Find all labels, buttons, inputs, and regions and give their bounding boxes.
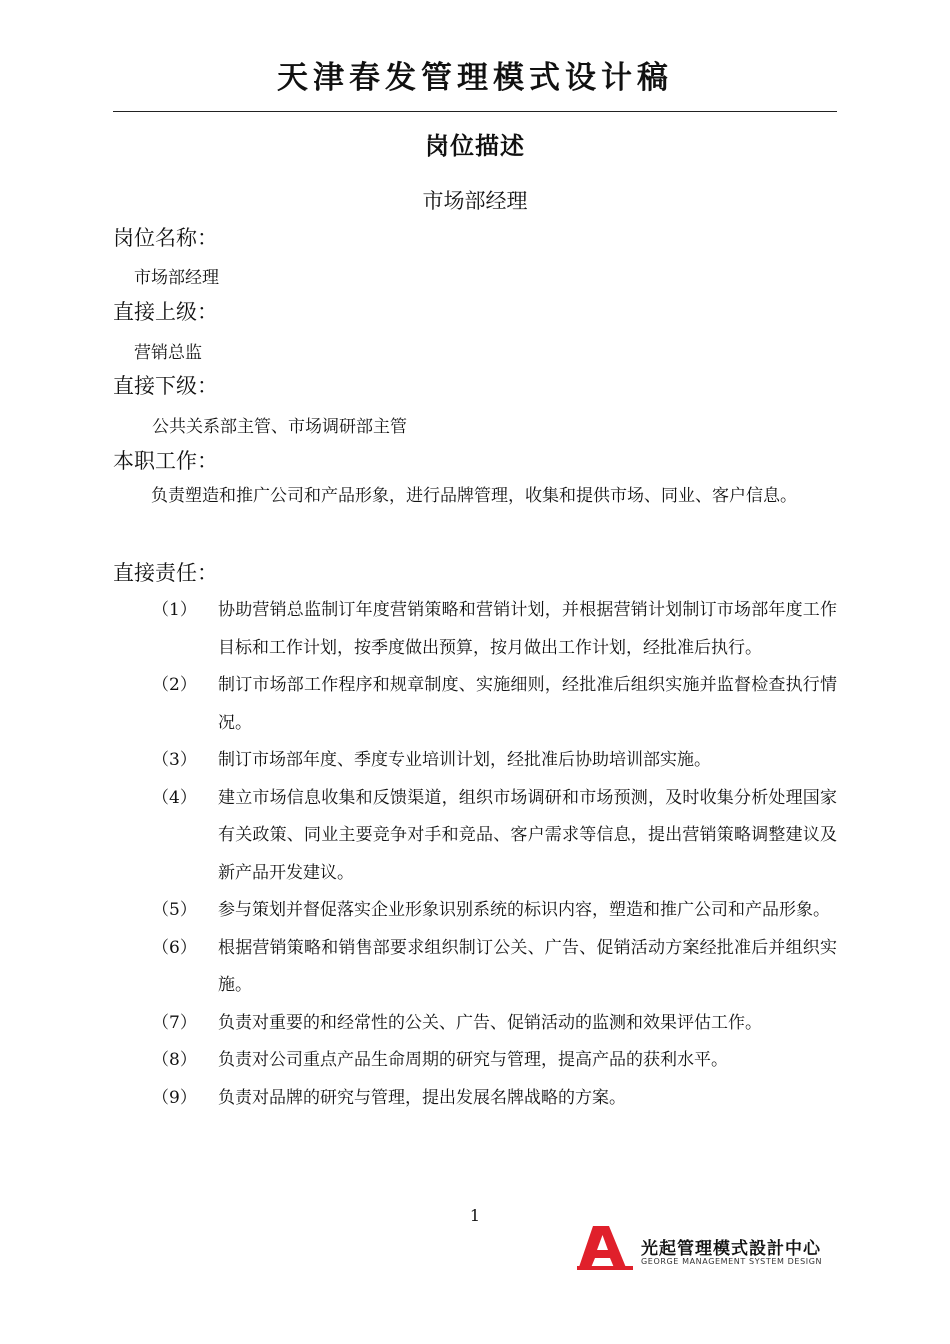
responsibilities-heading: 直接责任： [113, 561, 218, 585]
header-title: 天津春发管理模式设计稿 [277, 60, 673, 96]
responsibility-item [152, 592, 837, 667]
logo-english-name: GEORGE MANAGEMENT SYSTEM DESIGN [641, 1257, 823, 1266]
responsibility-item [152, 892, 837, 930]
responsibility-text: 制订市场部年度、季度专业培训计划，经批准后协助培训部实施。 [218, 750, 711, 770]
responsibility-text: 制订市场部工作程序和规章制度、实施细则，经批准后组织实施并监督检查执行情况。 [218, 675, 837, 733]
responsibilities-list [152, 592, 837, 1117]
responsibility-text: 协助营销总监制订年度营销策略和营销计划，并根据营销计划制订市场部年度工作目标和工作计划，按季度做出预算，按月做出工作计划，经批准后执行。 [218, 600, 837, 658]
responsibility-text: 根据营销策略和销售部要求组织制订公关、广告、促销活动方案经批准后并组织实施。 [218, 937, 837, 995]
page-number: 1 [469, 1206, 481, 1225]
direct-subordinates-heading: 直接下级： [113, 374, 218, 398]
position-title: 市场部经理 [422, 189, 528, 213]
document-type: 岗位描述 [425, 132, 525, 160]
responsibility-item [152, 667, 837, 742]
direct-superior-heading: 直接上级： [113, 300, 218, 324]
logo-a-icon [575, 1226, 635, 1270]
responsibility-number: （4） [152, 787, 197, 808]
responsibility-text: 负责对重要的和经常性的公关、广告、促销活动的监测和效果评估工作。 [218, 1012, 762, 1033]
responsibility-item [152, 742, 837, 780]
direct-superior-value: 营销总监 [134, 343, 202, 363]
responsibility-number: （1） [152, 600, 197, 620]
responsibility-text: 负责对品牌的研究与管理，提出发展名牌战略的方案。 [218, 1087, 626, 1108]
company-logo [575, 1222, 845, 1272]
logo-chinese-name: 光起管理模式設計中心 [641, 1239, 821, 1259]
job-duty-text: 负责塑造和推广公司和产品形象，进行品牌管理，收集和提供市场、同业、客户信息。 [151, 486, 797, 506]
responsibility-item [152, 780, 837, 893]
responsibility-number: （7） [152, 1012, 197, 1033]
responsibility-number: （8） [152, 1050, 197, 1070]
responsibility-text: 参与策划并督促落实企业形象识别系统的标识内容，塑造和推广公司和产品形象。 [218, 900, 830, 920]
responsibility-item [152, 1005, 837, 1043]
responsibility-number: （9） [152, 1087, 197, 1108]
responsibility-item [152, 930, 837, 1005]
responsibility-item [152, 1042, 837, 1080]
job-duty-heading: 本职工作： [113, 449, 218, 473]
job-name-heading: 岗位名称： [113, 226, 218, 250]
header-divider [113, 111, 837, 112]
direct-subordinates-value: 公共关系部主管、市场调研部主管 [152, 417, 407, 437]
responsibility-text: 负责对公司重点产品生命周期的研究与管理，提高产品的获利水平。 [218, 1050, 728, 1070]
responsibility-number: （5） [152, 900, 197, 920]
responsibility-number: （3） [152, 750, 197, 770]
responsibility-item [152, 1080, 837, 1118]
job-name-value: 市场部经理 [134, 268, 219, 288]
responsibility-number: （6） [152, 937, 197, 958]
responsibility-number: （2） [152, 675, 197, 695]
responsibility-text: 建立市场信息收集和反馈渠道，组织市场调研和市场预测，及时收集分析处理国家有关政策、同业主要竞争对手和竞品、客户需求等信息，提出营销策略调整建议及新产品开发建议。 [218, 787, 837, 883]
